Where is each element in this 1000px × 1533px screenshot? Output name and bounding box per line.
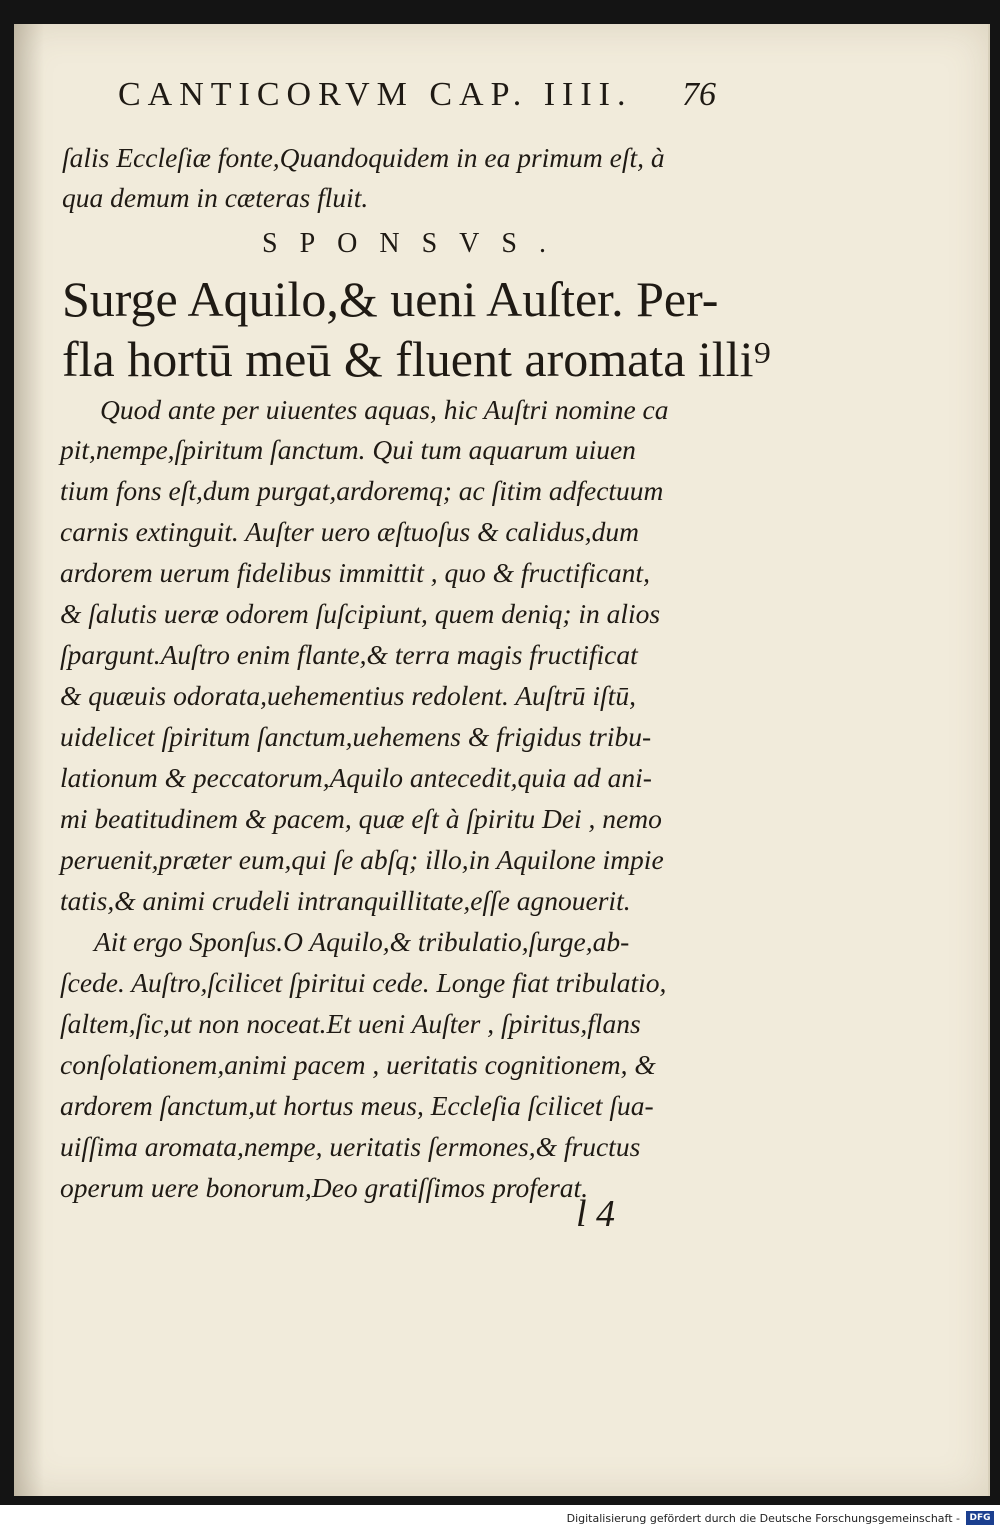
commentary-line: uidelicet ſpiritum ſanctum,uehemens & frigidus tribu- (60, 721, 652, 752)
verse-line: fla hortū meū & fluent aromata illi⁹ (62, 331, 771, 387)
commentary-line: operum uere bonorum,Deo gratiſſimos proferat. (60, 1172, 589, 1203)
commentary-line: Quod ante per uiuentes aquas, hic Auſtri nomine ca (100, 394, 669, 425)
funding-footer (0, 1505, 1000, 1533)
commentary-line: ſpargunt.Auſtro enim flante,& terra magis fructificat (60, 639, 638, 670)
intro-line: ſalis Eccleſiæ fonte,Quandoquidem in ea primum eſt, à (62, 142, 665, 173)
commentary-line: tatis,& animi crudeli intranquillitate,eſſe agnouerit. (60, 885, 631, 916)
commentary-line: mi beatitudinem & pacem, quæ eſt à ſpiritu Dei , nemo (60, 803, 662, 834)
intro-line: qua demum in cæteras fluit. (62, 182, 369, 213)
commentary-line: & quæuis odorata,uehementius redolent. Auſtrū iſtū, (60, 680, 636, 711)
commentary-line: ardorem uerum fidelibus immittit , quo & fructificant, (60, 557, 650, 588)
commentary-line: ſcede. Auſtro,ſcilicet ſpiritui cede. Longe fiat tribulatio, (60, 967, 667, 998)
commentary-line: carnis extinguit. Auſter uero æſtuoſus & calidus,dum (60, 516, 640, 547)
commentary-line: Ait ergo Sponſus.O Aquilo,& tribulatio,ſurge,ab- (94, 926, 630, 957)
folio-number: 76 (682, 76, 716, 113)
speaker-heading: SPONSVS. (262, 228, 568, 259)
book-page (14, 24, 990, 1496)
commentary-line: peruenit,præter eum,qui ſe abſq; illo,in Aquilone impie (60, 844, 664, 875)
commentary-line: tium fons eſt,dum purgat,ardoremq; ac ſitim adfectuum (60, 475, 664, 506)
running-title: CANTICORVM CAP. IIII. (118, 76, 633, 113)
commentary-line: & ſalutis ueræ odorem ſuſcipiunt, quem deniq; in alios (60, 598, 661, 629)
dfg-logo[interactable]: DFG (966, 1511, 994, 1525)
page-gutter-shadow (14, 24, 44, 1496)
commentary-line: ſaltem,ſic,ut non noceat.Et ueni Auſter , ſpiritus,flans (60, 1008, 641, 1039)
commentary-line: conſolationem,animi pacem , ueritatis cognitionem, & (60, 1049, 656, 1080)
commentary-line: pit,nempe,ſpiritum ſanctum. Qui tum aquarum uiuen (60, 434, 636, 465)
funding-credit: Digitalisierung gefördert durch die Deutsche Forschungsgemeinschaft - (566, 1512, 960, 1525)
signature-mark: l 4 (576, 1193, 616, 1235)
commentary-line: ardorem ſanctum,ut hortus meus, Eccleſia ſcilicet ſua- (60, 1090, 654, 1121)
verse-line: Surge Aquilo,& ueni Auſter. Per- (62, 271, 719, 327)
commentary-line: lationum & peccatorum,Aquilo antecedit,quia ad ani- (60, 762, 652, 793)
commentary-line: uiſſima aromata,nempe, ueritatis ſermones,& fructus (60, 1131, 641, 1162)
